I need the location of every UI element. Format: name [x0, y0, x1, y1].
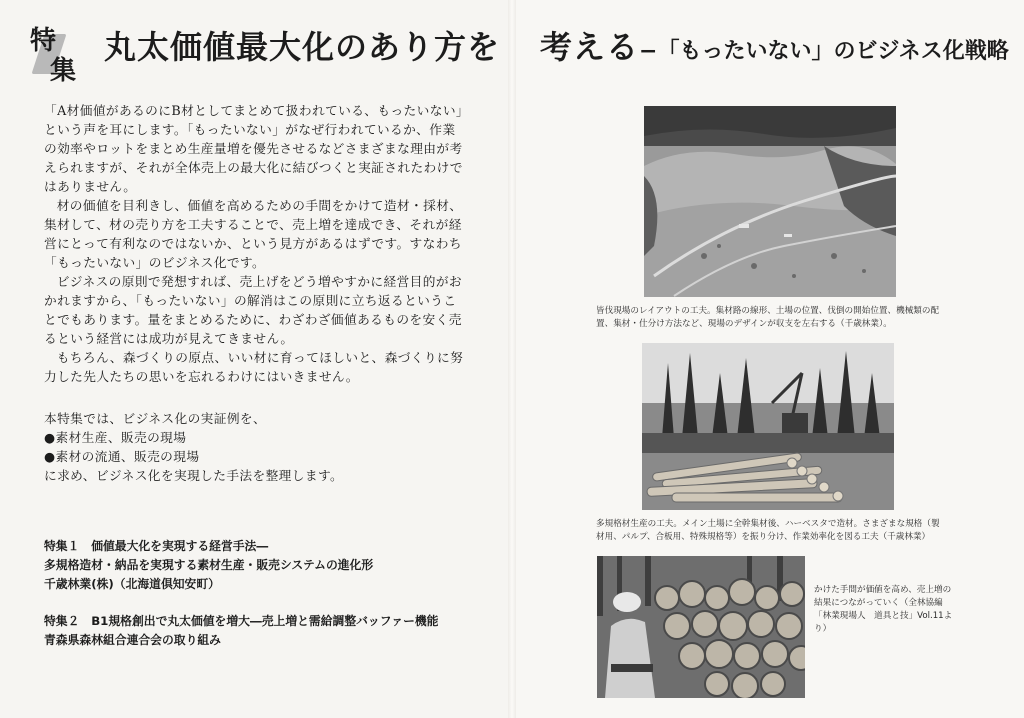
- intro-paragraph-2: 材の価値を目利きし、価値を高めるための手間をかけて造材・採材、集材して、材の売り方を工夫することで、売上増を達成でき、それが経営にとって有利なのではないか、という見方があるはずです。すなわち「もったいない」のビジネス化です。: [44, 198, 463, 270]
- intro-text: [44, 101, 464, 386]
- feature2-title: 特集２ B1規格創出で丸太価値を増大―売上増と需給調整バッファー機能: [44, 614, 439, 628]
- harvester-log-pile-photo: [642, 343, 894, 510]
- intro-paragraph-3: ビジネスの原則で発想すれば、売上げをどう増やすかに経営目的がおかれますから、「もったいない」の解消はこの原則に立ち返るということでもあります。量をまとめるために、わざわざ価値あるものを安く売るという経営には成功が見えてきません。: [44, 274, 463, 346]
- scope-close: に求め、ビジネス化を実現した手法を整理します。: [44, 468, 344, 483]
- feature-contents: [44, 537, 484, 650]
- title-right-dash: −: [639, 38, 658, 64]
- worker-logs-photo: [597, 556, 805, 698]
- clearcut-site-photo: [644, 106, 896, 297]
- feature1-subtitle: 多規格造材・納品を実現する素材生産・販売システムの進化形: [44, 558, 374, 572]
- title-right-sub: 「もったいない」のビジネス化戦略: [657, 38, 1009, 64]
- feature-title-right: [540, 22, 1009, 68]
- title-right-main: 考える: [540, 28, 640, 66]
- feature-title-left: 丸太価値最大化のあり方を: [104, 28, 501, 66]
- photo2-caption: 多規格材生産の工夫。メイン土場に全幹集材後、ハーベスタで造材。さまざまな規格（製材用、パルプ、合板用、特殊規格等）を振り分け、作業効率化を図る工夫（千歳林業）: [596, 519, 940, 542]
- photo1-caption: 皆伐現場のレイアウトの工夫。集材路の線形、土場の位置、伐倒の開始位置、機械類の配置、集材・仕分け方法など、現場のデザインが収支を左右する（千歳林業）。: [596, 306, 940, 329]
- badge-char-1: 特: [30, 26, 57, 56]
- feature-badge: [26, 14, 78, 86]
- page-gutter: [508, 0, 516, 718]
- intro-paragraph-4: もちろん、森づくりの原点、いい材に育ってほしいと、森づくりに努力した先人たちの思いを忘れるわけにはいきません。: [44, 350, 464, 384]
- feature-scope: [44, 409, 464, 485]
- photo3-caption: かけた手間が価値を高め、売上増の結果につながっていく（全林協編「林業現場人 道具と技」Vol.11より）: [814, 585, 953, 634]
- intro-paragraph-1: 「A材価値があるのにB材としてまとめて扱われている、もったいない」という声を耳にします。「もったいない」がなぜ行われているか、作業の効率やロットをまとめ生産量増を優先させるなどさまざまな理由が考えられますが、それが全体売上の最大化に結びつくと実証されたわけではありません。: [44, 103, 463, 194]
- feature1-org: 千歳林業(株)（北海道倶知安町）: [44, 577, 220, 591]
- scope-item-2: ● 素材の流通、販売の現場: [44, 447, 464, 466]
- scope-lead: 本特集では、ビジネス化の実証例を、: [44, 411, 267, 426]
- scope-item-1: ● 素材生産、販売の現場: [44, 428, 464, 447]
- badge-char-2: 集: [50, 56, 77, 86]
- feature1-title: 特集１ 価値最大化を実現する経営手法―: [44, 539, 269, 553]
- feature2-org: 青森県森林組合連合会の取り組み: [44, 633, 221, 647]
